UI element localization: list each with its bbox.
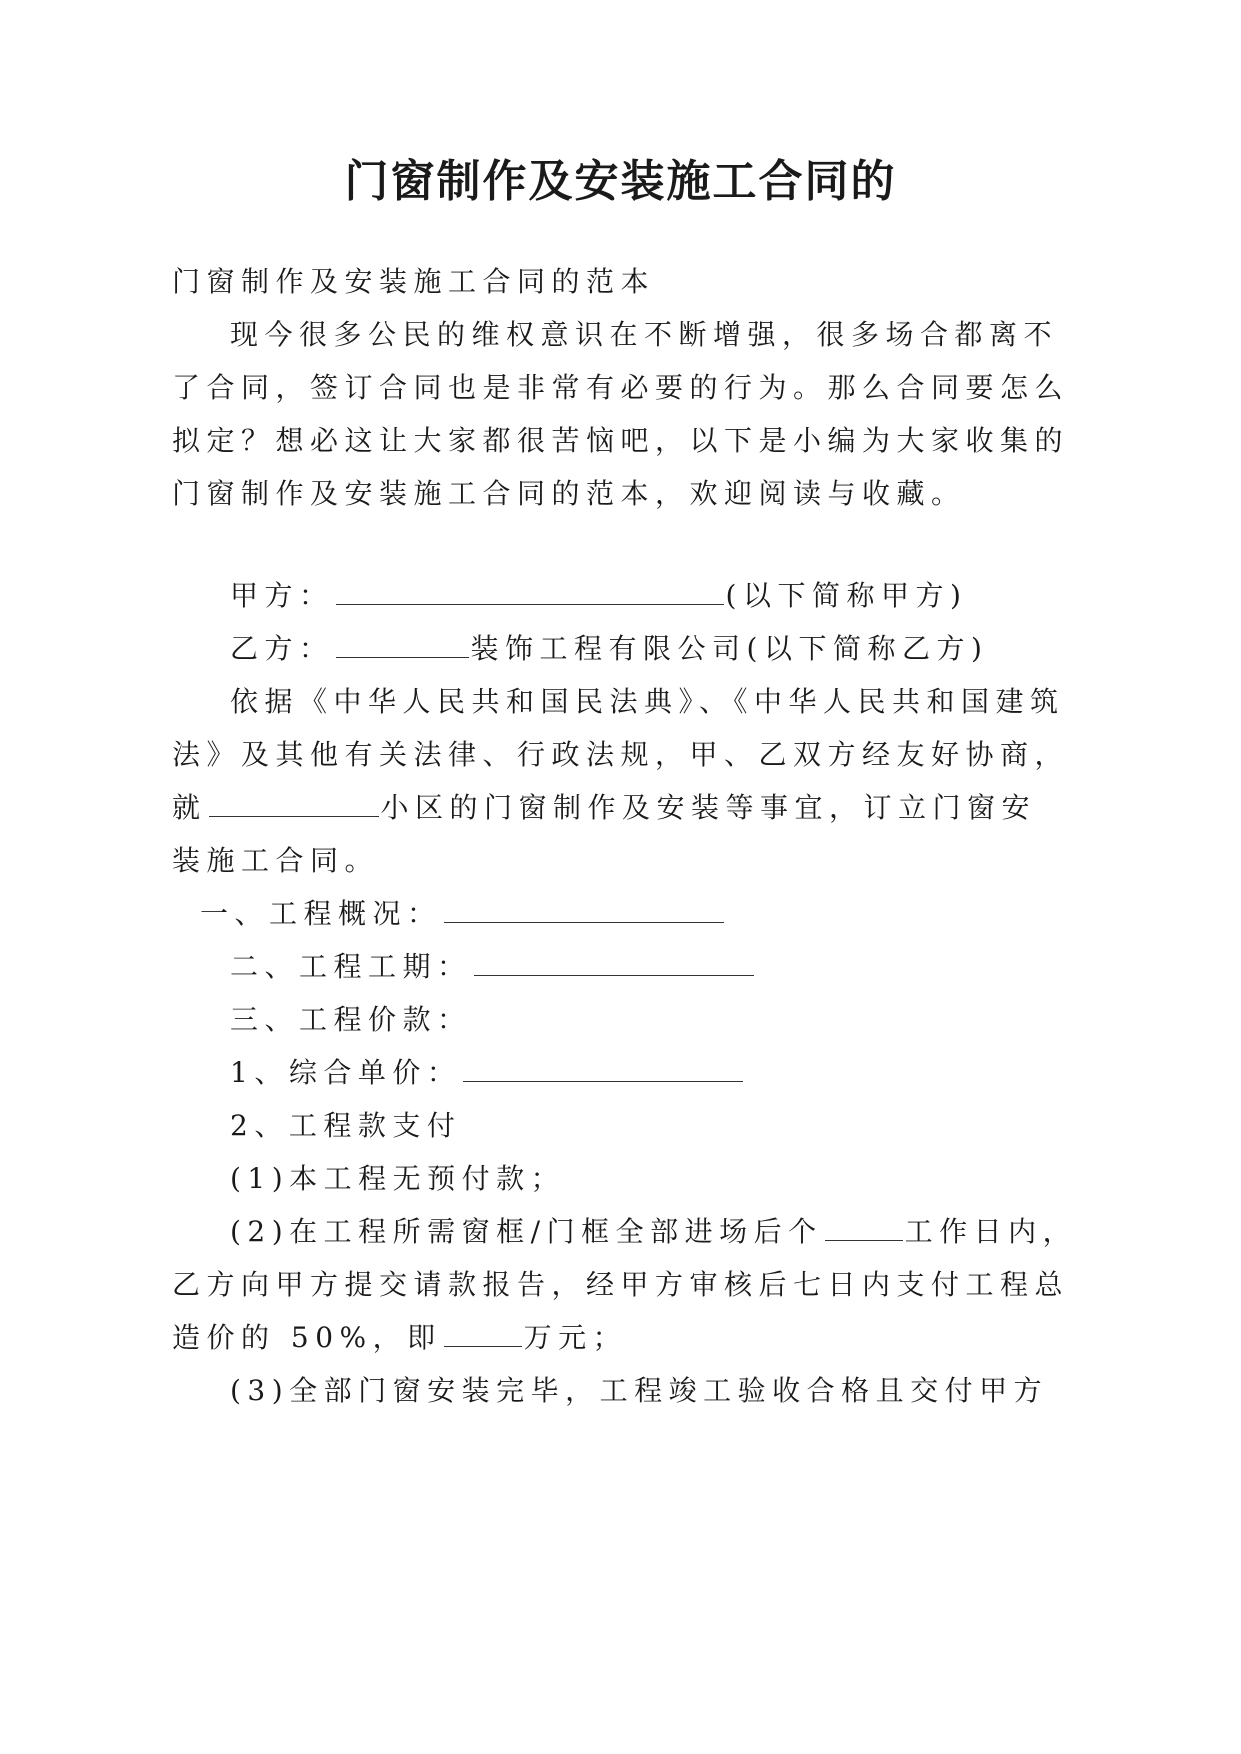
- payment-2-suffix: 工作日内，: [904, 1215, 1078, 1248]
- item-payment: 2、工程款支付: [230, 1109, 462, 1142]
- party-b-suffix: 装饰工程有限公司(以下简称乙方): [470, 632, 989, 665]
- section-overview-label: 一、工程概况：: [200, 897, 442, 930]
- section-price: 三、工程价款：: [230, 1003, 472, 1036]
- item-unit-price: [230, 1053, 745, 1093]
- payment-2-line-3-prefix: 造价的 50%，即: [172, 1321, 442, 1354]
- document-subtitle: 门窗制作及安装施工合同的范本: [172, 265, 656, 298]
- section-duration-blank: [474, 949, 754, 976]
- document-title: 门窗制作及安装施工合同的: [344, 156, 897, 207]
- workdays-blank: [825, 1214, 903, 1241]
- payment-2-line-1: [230, 1212, 1077, 1252]
- payment-2-prefix: (2)在工程所需窗框/门框全部进场后个: [230, 1215, 823, 1248]
- basis-line-3-prefix: 就: [172, 791, 207, 824]
- basis-line-3: [172, 788, 1036, 828]
- section-overview-blank: [444, 896, 724, 923]
- intro-line-3: 拟定？想必这让大家都很苦恼吧，以下是小编为大家收集的: [172, 424, 1070, 457]
- intro-line-4: 门窗制作及安装施工合同的范本，欢迎阅读与收藏。: [172, 477, 966, 510]
- item-unit-price-label: 1、综合单价：: [230, 1056, 462, 1089]
- basis-line-1: 依据《中华人民共和国民法典》、《中华人民共和国建筑: [230, 685, 1065, 718]
- party-b-line: [230, 629, 988, 669]
- payment-3: (3)全部门窗安装完毕，工程竣工验收合格且交付甲方: [230, 1374, 1049, 1407]
- item-unit-price-blank: [463, 1055, 743, 1082]
- amount-blank: [444, 1320, 522, 1347]
- payment-2-line-3-suffix: 万元；: [523, 1321, 628, 1354]
- section-overview: [200, 894, 726, 934]
- payment-2-line-3: [172, 1318, 627, 1358]
- party-a-line: [230, 576, 967, 616]
- intro-line-1: 现今很多公民的维权意识在不断增强，很多场合都离不: [230, 318, 1059, 351]
- basis-line-4: 装施工合同。: [172, 844, 380, 877]
- party-a-blank: [336, 578, 724, 605]
- basis-line-2: 法》及其他有关法律、行政法规，甲、乙双方经友好协商，: [172, 738, 1070, 771]
- community-blank: [209, 790, 379, 817]
- section-duration: [230, 947, 756, 987]
- party-a-suffix: (以下简称甲方): [725, 579, 968, 612]
- party-b-label: 乙方：: [230, 632, 334, 665]
- payment-1: (1)本工程无预付款；: [230, 1162, 566, 1195]
- basis-line-3-suffix: 小区的门窗制作及安装等事宜，订立门窗安: [380, 791, 1037, 824]
- payment-2-line-2: 乙方向甲方提交请款报告，经甲方审核后七日内支付工程总: [172, 1268, 1070, 1301]
- party-a-label: 甲方：: [230, 579, 334, 612]
- party-b-blank: [336, 631, 469, 658]
- intro-line-2: 了合同，签订合同也是非常有必要的行为。那么合同要怎么: [172, 371, 1070, 404]
- section-duration-label: 二、工程工期：: [230, 950, 472, 983]
